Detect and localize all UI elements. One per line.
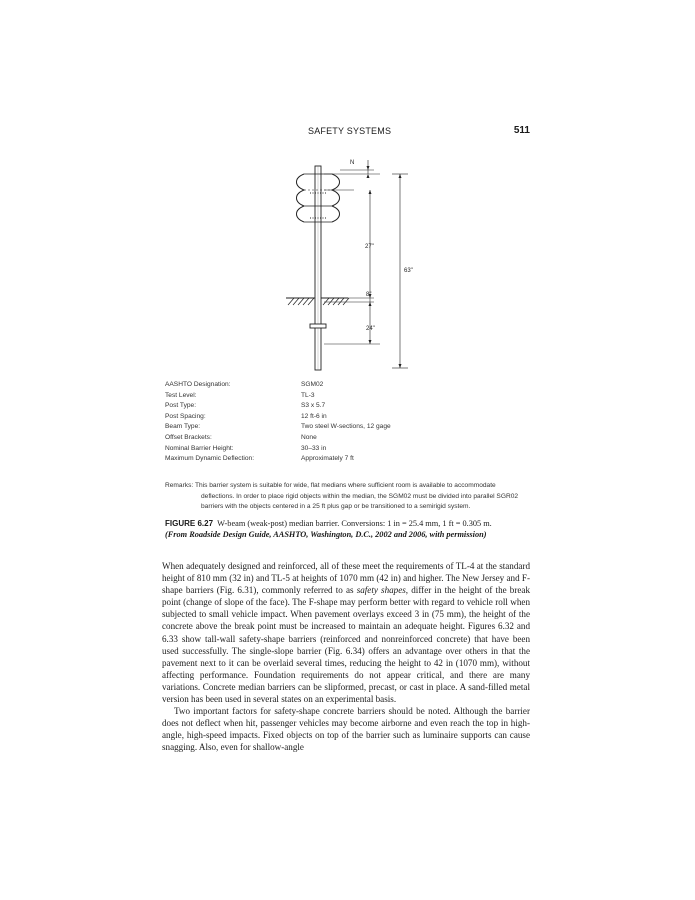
spec-label: AASHTO Designation: [165,381,231,388]
body-text [162,560,530,754]
spec-value: TL-3 [301,391,315,399]
embedment-label: 24" [366,326,375,332]
ground-offset-label: 8" [366,292,372,298]
w-beam-lower [297,206,305,222]
spec-label: Maximum Dynamic Deflection: [165,455,255,463]
caption-text: W-beam (weak-post) median barrier. Conversions: 1 in = 25.4 mm, 1 ft = 0.305 m. [217,519,492,528]
top-offset-label: N [350,160,355,166]
page-number: 511 [513,125,530,136]
spec-label: Beam Type: [165,423,201,431]
spec-row [165,412,525,423]
spec-row [165,380,525,391]
spec-row [165,454,525,465]
spec-label: Test Level: [165,391,197,399]
caption-source: (From Roadside Design Guide, AASHTO, Washington, D.C., 2002 and 2006, with permission) [165,530,487,539]
spec-row [165,391,525,402]
spec-label: Nominal Barrier Height: [165,444,234,452]
paragraph-text: differ in the height of the break point (change of slope of the face). The F-shape may perform better with regard to vehicle roll when subjected to small vehicle impact. When pavement overlays exceed 3 in (75 mm), the height of the concrete above the break point must be increased to maintain an adequate height. Figures 6.32 and 6.33 show tall-wall safety-shape barriers (reinforced and nonreinforced concrete) that have been used successfully. The single-slope barrier (Fig. 6.34) offers an advantage over others in that the pavement next to it can be overlaid several times, reducing the height to 42 in (1070 mm), without affecting performance. Foundation requirements do not appear critical, and there are many variations. Concrete median barriers can be slipformed, precast, or cast in place. A sand-filled metal version has been used in several states on an experimental basis. [162,585,530,705]
caption-label: FIGURE 6.27 [165,519,214,528]
total-height-label: 63" [404,268,413,274]
spec-value: 12 ft-6 in [301,412,327,420]
emphasis-text: safety shapes, [356,585,409,596]
spec-label: Post Spacing: [165,412,206,420]
paragraph: Two important factors for safety-shape concrete barriers should be noted. Although the barrier does not deflect when hit, passenger vehicles may become airborne and even reach the top in high-angle, high-speed impacts. Fixed objects on top of the barrier such as luminaire supports can cause snagging. Also, even for shallow-angle [162,706,530,753]
beam-height-label: 27" [365,244,374,250]
remarks-label: Remarks: [165,482,194,489]
remarks [165,481,525,513]
paragraph-text: When adequately designed and reinforced, all of these meet the requirements of TL-4 at the standard height of 810 mm (32 in) and TL-5 at heights of 1070 mm (42 in) and higher. The New Jersey and F-shape barriers (Fig. 6.31), commonly referred to as [162,561,530,596]
spec-value: None [301,433,317,441]
spec-row [165,433,525,444]
spec-value: Approximately 7 ft [301,455,354,463]
running-title: SAFETY SYSTEMS [308,126,392,136]
spec-row [165,401,525,412]
figure-caption [165,518,533,540]
spec-row [165,444,525,455]
remarks-text: This barrier system is suitable for wide, flat medians where sufficient room is available to accommodate deflections. In order to place rigid objects within the median, the SGM02 must be divided into parallel SGR02 barriers with the objects centered in a 25 ft plus gap or be transitioned to a semirigid system. [194,482,519,510]
spec-value: Two steel W-sections, 12 gage [301,423,391,431]
spec-row [165,422,525,433]
spec-value: 30–33 in [301,444,327,452]
barrier-drawing [280,152,430,372]
paragraph [162,560,530,705]
spec-table [165,380,525,465]
spec-value: SGM02 [301,381,324,388]
spec-value: S3 x 5.7 [301,402,326,410]
running-head [162,126,530,140]
spec-label: Offset Brackets: [165,433,212,441]
spec-label: Post Type: [165,402,197,410]
w-beam-upper [297,174,305,206]
base-plate [310,324,326,328]
